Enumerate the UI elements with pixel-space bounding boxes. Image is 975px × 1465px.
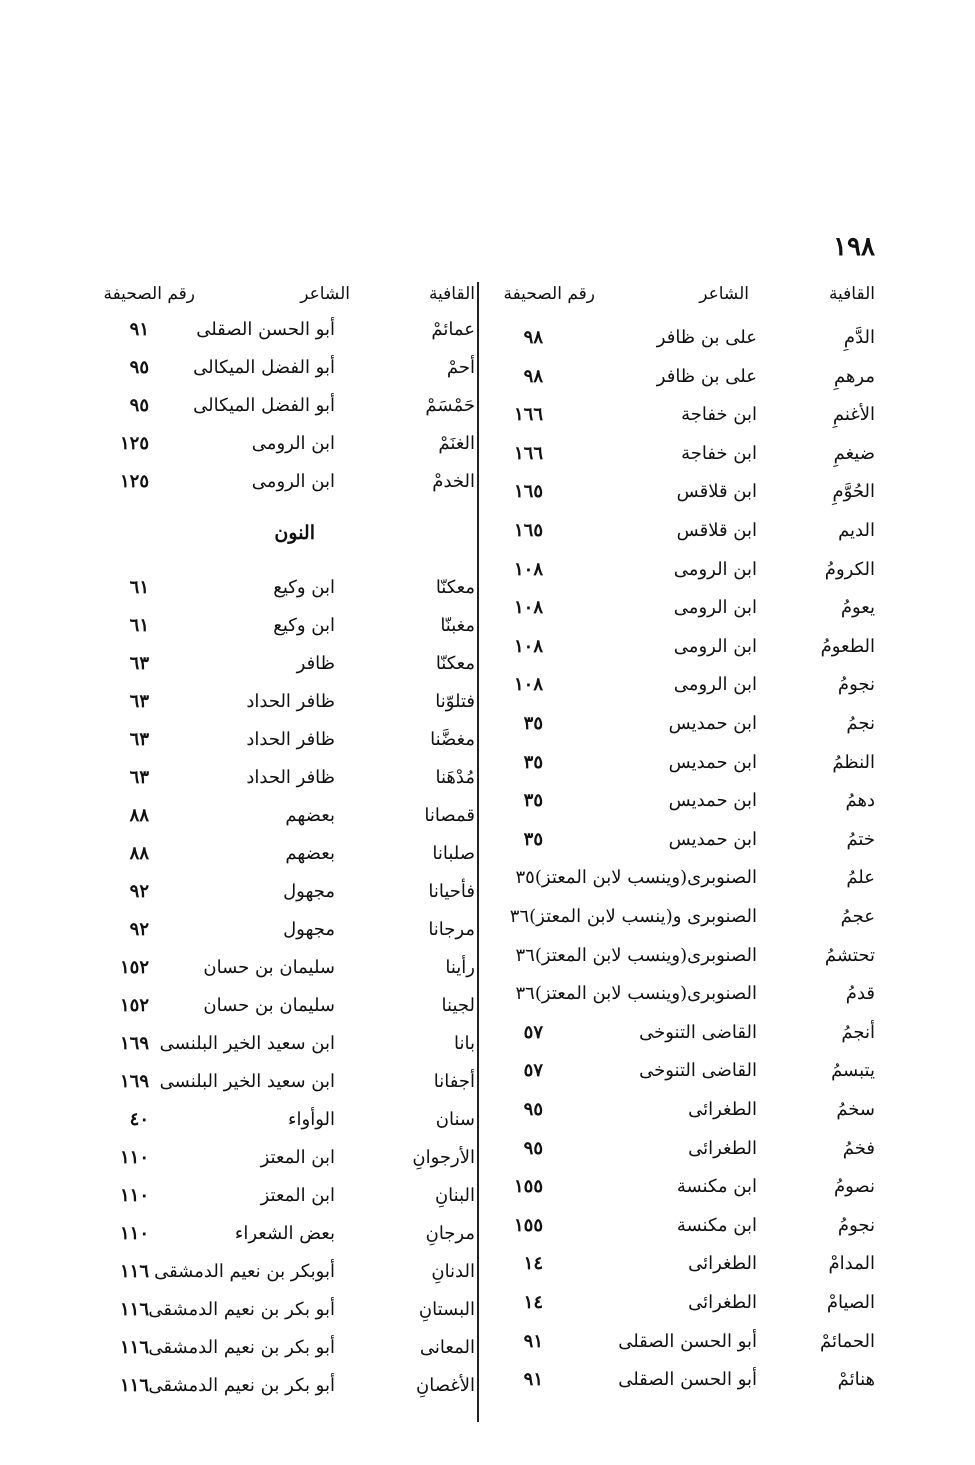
qafiya-cell: الخدمْ: [432, 471, 475, 492]
poet-cell: القاضى التنوخى: [639, 1021, 757, 1043]
qafiya-cell: الغنَمْ: [438, 433, 475, 454]
index-row: [0, 1102, 975, 1138]
index-row: [0, 1254, 975, 1290]
qafiya-cell: مُدْهَنا: [435, 767, 475, 788]
index-row: [0, 1140, 975, 1176]
poet-cell: ابن الرومى: [251, 471, 335, 492]
qafiya-cell: الدَّمِ: [843, 327, 875, 348]
qafiya-cell: الدنانِ: [431, 1261, 475, 1282]
qafiya-cell: المعانى: [419, 1337, 475, 1358]
poet-cell: ابن حمديس: [668, 828, 757, 850]
page-ref-cell: ٣٥: [523, 790, 543, 812]
qafiya-cell: أجفانا: [433, 1071, 475, 1092]
qafiya-cell: المدامْ: [828, 1253, 875, 1275]
page-ref-cell: ٩١: [523, 1330, 543, 1352]
page-ref-cell: ١١٦: [119, 1261, 149, 1282]
qafiya-cell: عجمُ: [840, 906, 875, 927]
poet-cell: الصنوبرى(وينسب لابن المعتز)٣٦: [515, 983, 757, 1005]
qafiya-cell: ضيغمِ: [833, 442, 875, 464]
qafiya-cell: نجمُ: [846, 713, 875, 734]
qafiya-cell: دهمُ: [845, 790, 875, 812]
poet-cell: أبو بكر بن نعيم الدمشقى: [148, 1375, 335, 1396]
index-row: [0, 874, 975, 910]
poet-cell: على بن ظافر: [656, 365, 757, 387]
qafiya-cell: الحمائمْ: [820, 1330, 875, 1352]
index-row: [0, 1368, 975, 1404]
poet-cell: أبو الحسن الصقلى: [618, 1369, 757, 1391]
index-row: [0, 722, 975, 758]
index-row: [0, 1292, 975, 1328]
qafiya-cell: بانا: [454, 1033, 475, 1054]
poet-cell: ظافر الحداد: [246, 767, 335, 788]
qafiya-cell: البنانِ: [434, 1185, 475, 1206]
index-row: [0, 1330, 975, 1366]
poet-cell: ابن حمديس: [668, 713, 757, 734]
qafiya-cell: الديم: [838, 520, 875, 541]
index-row: [0, 950, 975, 986]
page-ref-cell: ٨٨: [129, 805, 149, 826]
page-ref-cell: ٩٨: [523, 365, 543, 387]
page-ref-cell: ٨٨: [129, 843, 149, 864]
qafiya-cell: الكرومُ: [824, 558, 875, 580]
page-ref-cell: ١٠٨: [513, 597, 543, 619]
poet-cell: بعضهم: [285, 805, 335, 826]
poet-cell: سليمان بن حسان: [203, 995, 335, 1016]
qafiya-cell: يتبسمُ: [831, 1060, 875, 1082]
poet-cell: ابن الرومى: [673, 674, 757, 696]
qafiya-cell: علمُ: [846, 867, 875, 889]
qafiya-cell: عمائمْ: [431, 319, 475, 340]
page-ref-cell: ١٠٨: [513, 635, 543, 657]
poet-cell: الطغرائى: [688, 1137, 757, 1159]
page-ref-cell: ١٥٥: [513, 1176, 543, 1198]
index-row: [0, 646, 975, 682]
qafiya-cell: الطعومُ: [820, 635, 875, 657]
page-ref-cell: ٦١: [129, 615, 149, 636]
qafiya-cell: مغضَّنا: [430, 729, 475, 750]
poet-cell: الوأواء: [288, 1109, 335, 1130]
poet-cell: ابن وكيع: [273, 615, 335, 636]
page-ref-cell: ٥٧: [523, 1021, 543, 1043]
poet-cell: الصنوبرى(وينسب لابن المعتز)٣٦: [515, 944, 757, 966]
page-ref-cell: ٥٧: [523, 1060, 543, 1082]
qafiya-cell: الحُوَّمِ: [832, 481, 875, 503]
page-ref-cell: ١٥٥: [513, 1214, 543, 1236]
page-ref-cell: ٦٣: [129, 767, 149, 788]
poet-cell: ابن وكيع: [273, 577, 335, 598]
qafiya-cell: رأينا: [445, 957, 475, 978]
page-ref-cell: ٩٥: [129, 357, 149, 378]
page-ref-cell: ١٢٥: [119, 433, 149, 454]
page-ref-cell: ١٤: [523, 1253, 543, 1275]
qafiya-cell: مرجانا: [428, 919, 475, 940]
qafiya-cell: الصيامْ: [826, 1292, 875, 1313]
poet-cell: ابن مكنسة: [676, 1214, 757, 1236]
poet-cell: ابن الرومى: [251, 433, 335, 454]
poet-cell: الطغرائى: [688, 1253, 757, 1275]
poet-cell: أبو الفضل الميكالى: [193, 395, 335, 416]
page-ref-cell: ١٦٦: [513, 404, 543, 426]
index-row: [0, 388, 975, 424]
page-ref-cell: ١٢٥: [119, 471, 149, 492]
poet-cell: أبو الفضل الميكالى: [193, 357, 335, 378]
poet-cell: الصنوبرى و(ينسب لابن المعتز)٣٦: [509, 906, 757, 927]
qafiya-cell: مغبنّا: [440, 615, 475, 636]
index-row: [0, 350, 975, 386]
index-row: [0, 760, 975, 796]
page-ref-cell: ١٥٢: [119, 957, 149, 978]
index-row: [0, 608, 975, 644]
page-ref-cell: ١٥٢: [119, 995, 149, 1016]
right-header-safha: رقم الصحيفة: [503, 284, 595, 304]
page-ref-cell: ٣٥: [523, 751, 543, 773]
index-row: [0, 464, 975, 500]
index-row: [0, 1064, 975, 1100]
poet-cell: بعضهم: [285, 843, 335, 864]
index-row: [0, 1026, 975, 1062]
page-number: ١٩٨: [833, 232, 875, 262]
qafiya-cell: النظمُ: [832, 751, 875, 773]
poet-cell: أبوبكر بن نعيم الدمشقى: [154, 1261, 335, 1282]
page-ref-cell: ١١٦: [119, 1299, 149, 1320]
poet-cell: ابن الرومى: [673, 635, 757, 657]
page-ref-cell: ٩٥: [523, 1099, 543, 1120]
poet-cell: ابن حمديس: [668, 790, 757, 812]
qafiya-cell: يعومُ: [840, 597, 875, 619]
page-ref-cell: ١١٠: [119, 1147, 149, 1168]
poet-cell: أبو الحسن الصقلى: [196, 319, 335, 340]
section-title-nun: النون: [274, 522, 315, 544]
qafiya-cell: حَمْسَمْ: [425, 395, 475, 416]
page-ref-cell: ١٦٦: [513, 442, 543, 464]
poet-cell: ابن قلاقس: [676, 481, 757, 503]
qafiya-cell: فخمُ: [842, 1137, 875, 1159]
page-ref-cell: ١٤: [523, 1292, 543, 1313]
page-ref-cell: ٦٣: [129, 729, 149, 750]
qafiya-cell: مرجانِ: [425, 1223, 475, 1244]
qafiya-cell: سنان: [435, 1109, 475, 1130]
page-ref-cell: ١٦٩: [119, 1033, 149, 1054]
page-ref-cell: ٣٥: [523, 828, 543, 850]
poet-cell: ابن خفاجة: [681, 404, 757, 426]
poet-cell: ابن قلاقس: [676, 520, 757, 541]
index-row: [0, 988, 975, 1024]
qafiya-cell: البستانِ: [418, 1299, 475, 1320]
poet-cell: ابن سعيد الخير البلنسى: [159, 1033, 335, 1054]
qafiya-cell: أحمْ: [446, 357, 475, 378]
left-header-qafiya: القافية: [428, 284, 475, 304]
poet-cell: الطغرائى: [688, 1292, 757, 1313]
index-row: [0, 513, 975, 549]
left-header-safha: رقم الصحيفة: [103, 284, 195, 304]
qafiya-cell: تحتشمُ: [824, 944, 875, 966]
poet-cell: ظافر: [296, 653, 335, 674]
page-ref-cell: ١٠٨: [513, 674, 543, 696]
page-ref-cell: ٩٥: [129, 395, 149, 416]
poet-cell: ابن الرومى: [673, 597, 757, 619]
poet-cell: ابن المعتز: [260, 1185, 335, 1206]
page-ref-cell: ٦١: [129, 577, 149, 598]
page-ref-cell: ٦٣: [129, 691, 149, 712]
qafiya-cell: مرهمِ: [833, 365, 875, 387]
qafiya-cell: نصومُ: [833, 1176, 875, 1198]
qafiya-cell: معكنّا: [435, 577, 475, 598]
qafiya-cell: فتلوّنا: [435, 691, 475, 712]
qafiya-cell: هنائمْ: [837, 1369, 875, 1391]
poet-cell: الطغرائى: [688, 1099, 757, 1120]
page-ref-cell: ٩٢: [129, 881, 149, 902]
poet-cell: ابن الرومى: [673, 558, 757, 580]
poet-cell: القاضى التنوخى: [639, 1060, 757, 1082]
poet-cell: ابن حمديس: [668, 751, 757, 773]
qafiya-cell: نجومُ: [837, 1214, 875, 1236]
page-ref-cell: ١١٠: [119, 1223, 149, 1244]
page-ref-cell: ٩١: [523, 1369, 543, 1391]
page-ref-cell: ٩٨: [523, 327, 543, 348]
poet-cell: الصنوبرى(وينسب لابن المعتز)٣٥: [515, 867, 757, 889]
poet-cell: ابن سعيد الخير البلنسى: [159, 1071, 335, 1092]
right-header-shaer: الشاعر: [699, 284, 749, 304]
page-ref-cell: ١٠٨: [513, 558, 543, 580]
index-row: [0, 426, 975, 462]
poet-cell: ظافر الحداد: [246, 729, 335, 750]
poet-cell: أبو الحسن الصقلى: [618, 1330, 757, 1352]
page-ref-cell: ٩٢: [129, 919, 149, 940]
page-ref-cell: ٩٥: [523, 1137, 543, 1159]
poet-cell: ابن خفاجة: [681, 442, 757, 464]
page-ref-cell: ١١٦: [119, 1337, 149, 1358]
right-header-qafiya: القافية: [828, 284, 875, 304]
page-ref-cell: ٩١: [129, 319, 149, 340]
index-row: [0, 1216, 975, 1252]
poet-cell: بعض الشعراء: [234, 1223, 335, 1244]
qafiya-cell: الأغنمِ: [832, 404, 875, 426]
qafiya-cell: فأحيانا: [428, 881, 475, 902]
poet-cell: سليمان بن حسان: [203, 957, 335, 978]
page-ref-cell: ٤٠: [129, 1109, 149, 1130]
poet-cell: مجهول: [283, 881, 335, 902]
poet-cell: على بن ظافر: [656, 327, 757, 348]
qafiya-cell: أنجمُ: [841, 1021, 875, 1043]
qafiya-cell: معكنّا: [435, 653, 475, 674]
qafiya-cell: ختمُ: [846, 828, 875, 850]
page-ref-cell: ٣٥: [523, 713, 543, 734]
index-row: [0, 312, 975, 348]
poet-cell: أبو بكر بن نعيم الدمشقى: [148, 1337, 335, 1358]
page-ref-cell: ١٦٥: [513, 520, 543, 541]
qafiya-cell: الأغصانِ: [416, 1375, 475, 1396]
poet-cell: أبو بكر بن نعيم الدمشقى: [148, 1299, 335, 1320]
page-ref-cell: ١٦٩: [119, 1071, 149, 1092]
page-ref-cell: ١١٠: [119, 1185, 149, 1206]
poet-cell: ابن المعتز: [260, 1147, 335, 1168]
page-ref-cell: ١١٦: [119, 1375, 149, 1396]
index-row: [0, 836, 975, 872]
poet-cell: ابن مكنسة: [676, 1176, 757, 1198]
qafiya-cell: قدمُ: [845, 983, 875, 1005]
left-header-shaer: الشاعر: [300, 284, 350, 304]
page-ref-cell: ٦٣: [129, 653, 149, 674]
index-row: [0, 912, 975, 948]
qafiya-cell: الأرجوانِ: [412, 1147, 475, 1168]
qafiya-cell: صلبانا: [432, 843, 475, 864]
qafiya-cell: قمصانا: [424, 805, 475, 826]
index-row: [0, 798, 975, 834]
qafiya-cell: سخمُ: [836, 1099, 875, 1120]
poet-cell: مجهول: [283, 919, 335, 940]
qafiya-cell: نجومُ: [837, 674, 875, 696]
poet-cell: ظافر الحداد: [246, 691, 335, 712]
index-row: [0, 684, 975, 720]
index-row: [0, 570, 975, 606]
page-ref-cell: ١٦٥: [513, 481, 543, 503]
qafiya-cell: لجينا: [441, 995, 475, 1016]
index-row: [0, 1178, 975, 1214]
